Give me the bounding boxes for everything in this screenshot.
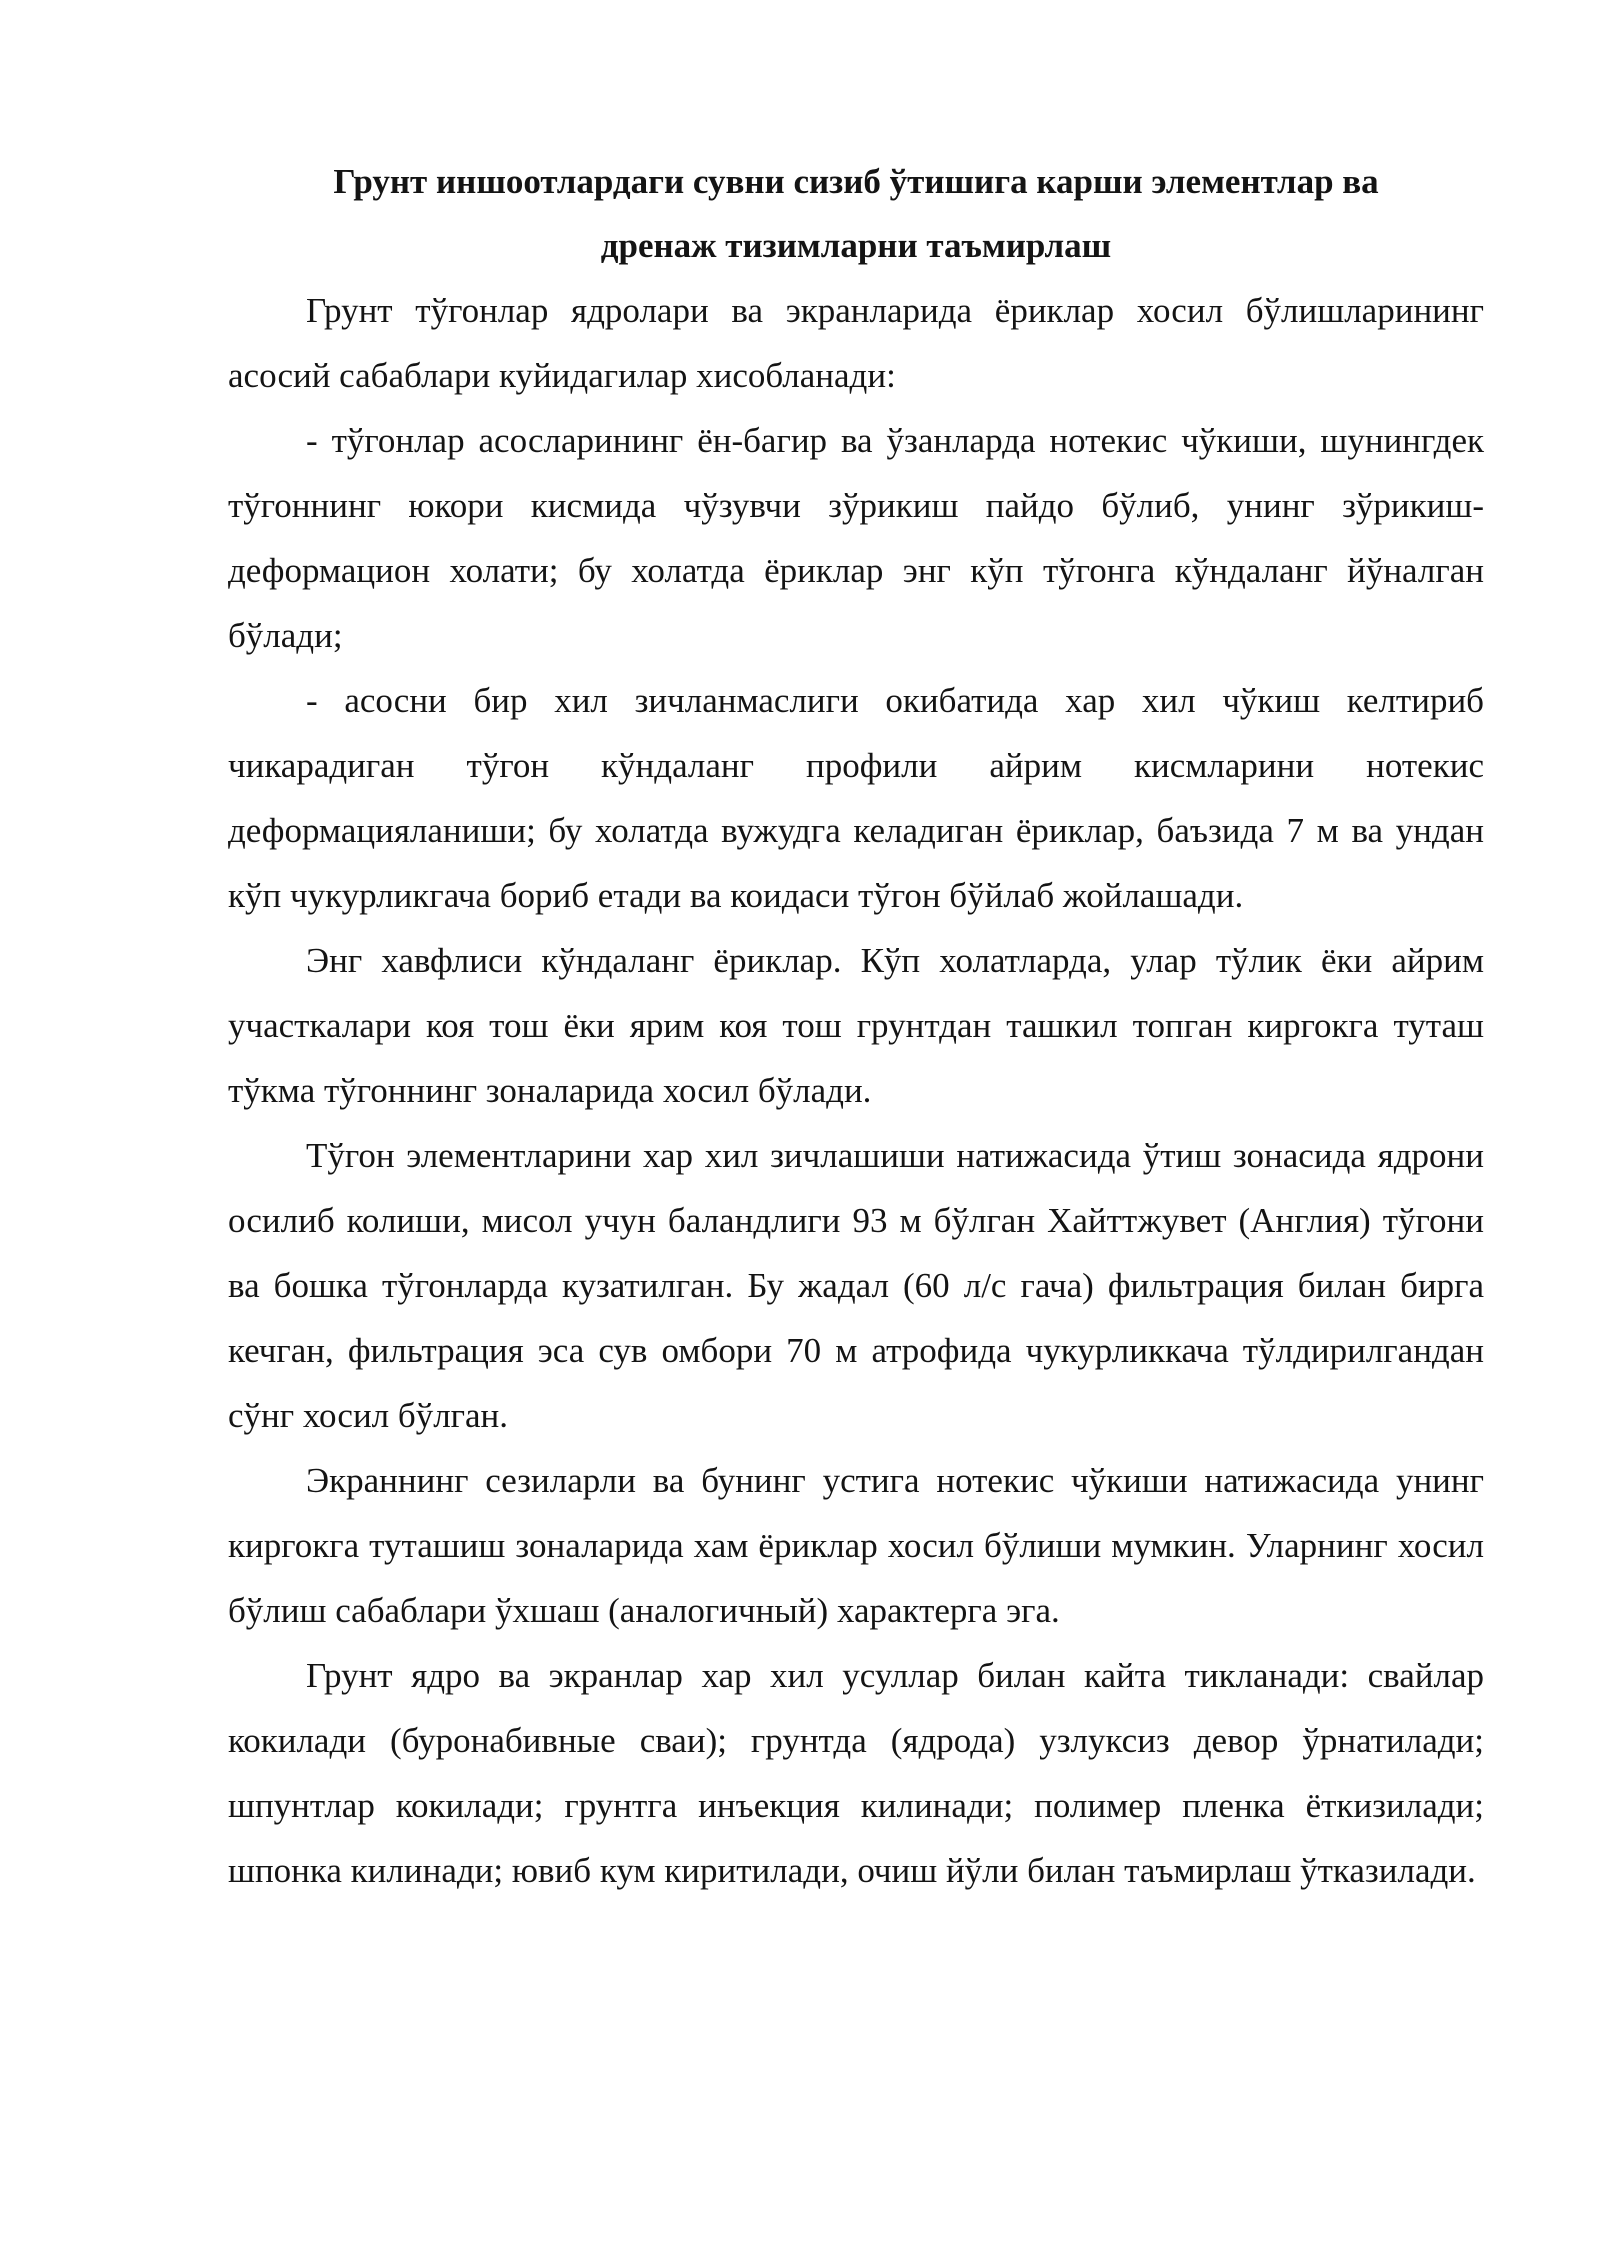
paragraph-5: Тўгон элементларини хар хил зичлашиши натижасида ўтиш зонасида ядрони осилиб колиши, мисол учун баландлиги 93 м бўлган Хайттжувет (Англия) тўгони ва бошка тўгонларда кузатилган. Бу жадал (60 л/с гача) фильтрация билан бирга кечган, фильтрация эса сув омбори 70 м атрофида чукурликкача тўлдирилгандан сўнг хосил бўлган. bbox=[228, 1136, 1484, 1435]
title-line-1: Грунт иншоотлардаги сувни сизиб ўтишига карши элементлар ва bbox=[333, 162, 1379, 201]
paragraph-3: - асосни бир хил зичланмаслиги окибатида хар хил чўкиш келтириб чикарадиган тўгон кўндаланг профили айрим кисмларини нотекис деформацияланиши; бу холатда вужудга келадиган ёриклар, баъзида 7 м ва ундан кўп чукурликгача бориб етади ва коидаси тўгон бўйлаб жойлашади. bbox=[228, 681, 1484, 915]
paragraph-4: Энг хавфлиси кўндаланг ёриклар. Кўп холатларда, улар тўлик ёки айрим участкалари коя тош ёки ярим коя тош грунтдан ташкил топган киргокга туташ тўкма тўгоннинг зоналарида хосил бўлади. bbox=[228, 941, 1484, 1110]
paragraph-1: Грунт тўгонлар ядролари ва экранларида ёриклар хосил бўлишларининг асосий сабаблари куйидагилар хисобланади: bbox=[228, 291, 1484, 395]
paragraph-6: Экраннинг сезиларли ва бунинг устига нотекис чўкиши натижасида унинг киргокга туташиш зоналарида хам ёриклар хосил бўлиши мумкин. Уларнинг хосил бўлиш сабаблари ўхшаш (аналогичный) характерга эга. bbox=[228, 1461, 1484, 1630]
title-line-2: дренаж тизимларни таъмирлаш bbox=[600, 226, 1112, 265]
document-title bbox=[228, 150, 1484, 278]
paragraph-2: - тўгонлар асосларининг ён-багир ва ўзанларда нотекис чўкиши, шунингдек тўгоннинг юкори кисмида чўзувчи зўрикиш пайдо бўлиб, унинг зўрикиш-деформацион холати; бу холатда ёриклар энг кўп тўгонга кўндаланг йўналган бўлади; bbox=[228, 421, 1484, 655]
paragraph-7: Грунт ядро ва экранлар хар хил усуллар билан кайта тикланади: свайлар кокилади (буронабивные сваи); грунтда (ядрода) узлуксиз девор ўрнатилади; шпунтлар кокилади; грунтга инъекция килинади; полимер пленка ёткизилади; шпонка килинади; ювиб кум киритилади, очиш йўли билан таъмирлаш ўтказилади. bbox=[228, 1656, 1484, 1890]
document-body bbox=[228, 150, 1484, 1903]
